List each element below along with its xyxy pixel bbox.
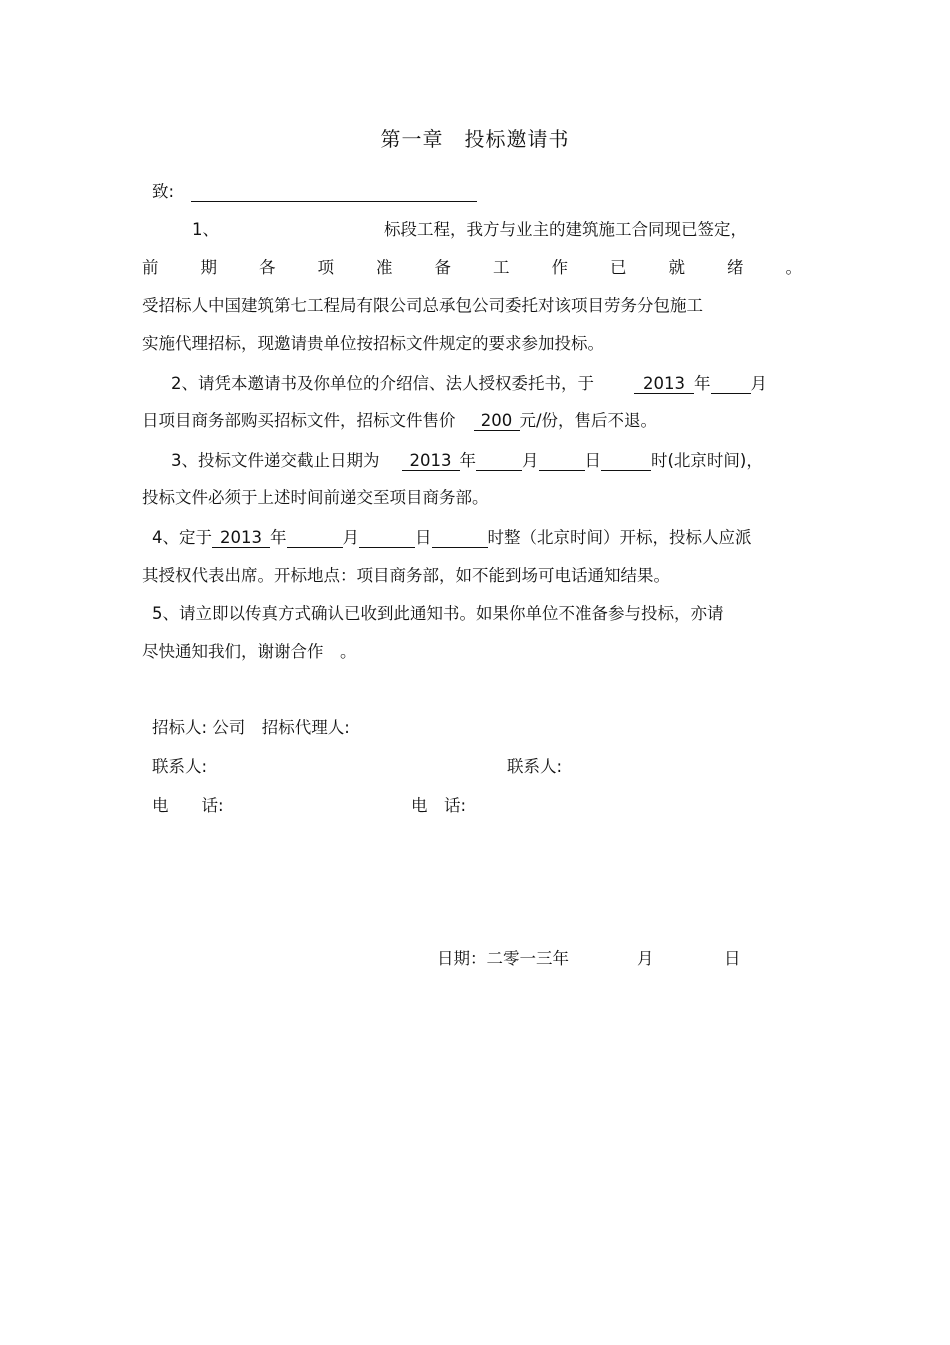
contact-left: 联系人:	[152, 757, 208, 776]
p3-line1	[171, 450, 763, 472]
spread-char: 期	[200, 258, 217, 277]
recipient-blank	[191, 182, 477, 202]
p3-hour-blank	[601, 451, 651, 471]
p3-nian: 年	[459, 451, 476, 470]
contact-right: 联系人:	[507, 757, 563, 776]
p3-line2: 投标文件必须于上述时间前递交至项目商务部。	[142, 488, 489, 507]
spread-char: 各	[259, 258, 276, 277]
p2-price: 200	[474, 411, 520, 431]
p2-month-blank	[711, 374, 751, 394]
p2-text-a: 2、请凭本邀请书及你单位的介绍信、法人授权委托书，于	[171, 374, 594, 393]
p4-yue: 月	[342, 528, 359, 547]
date-month: 月	[637, 949, 654, 968]
p1-num: 1、	[192, 220, 219, 239]
p3-text-a: 3、投标文件递交截止日期为	[171, 451, 380, 470]
p1-line3: 受招标人中国建筑第七工程局有限公司总承包公司委托对该项目劳务分包施工	[142, 296, 703, 315]
p3-day-blank	[539, 451, 585, 471]
p1-spread-line	[142, 257, 802, 279]
date-label: 日期：二零一三年	[437, 949, 569, 968]
p4-day-blank	[359, 528, 415, 548]
p4-text-a: 4、定于	[152, 528, 212, 547]
p4-shi: 时整（北京时间）开标，投标人应派	[487, 528, 752, 547]
spread-char: 项	[317, 258, 334, 277]
p4-hour-blank	[432, 528, 488, 548]
p2-line2	[142, 410, 657, 432]
p2-text-b: 日项目商务部购买招标文件，招标文件售价	[142, 411, 456, 430]
spread-char: 作	[551, 258, 568, 277]
to-label: 致:	[152, 182, 175, 201]
p3-shi: 时(北京时间)，	[651, 451, 763, 470]
p1-line4: 实施代理招标，现邀请贵单位按招标文件规定的要求参加投标。	[142, 334, 604, 353]
p4-line2: 其授权代表出席。开标地点：项目商务部，如不能到场可电话通知结果。	[142, 566, 670, 585]
tenderer-line: 招标人: 公司 招标代理人:	[152, 718, 350, 737]
spread-char: 备	[434, 258, 451, 277]
p2-text-c: 元/份，售后不退。	[519, 411, 658, 430]
p2-nian: 年	[694, 374, 711, 393]
p5-line1: 5、请立即以传真方式确认已收到此通知书。如果你单位不准备参与投标，亦请	[152, 604, 724, 623]
p2-line1	[171, 373, 767, 395]
p1-text: 标段工程，我方与业主的建筑施工合同现已签定，	[384, 220, 747, 239]
spread-char: 绪	[727, 258, 744, 277]
phone-left: 电 话:	[152, 796, 224, 815]
page-title: 第一章 投标邀请书	[380, 127, 570, 151]
spread-char: 就	[668, 258, 685, 277]
recipient-line	[152, 181, 477, 203]
p4-month-blank	[287, 528, 343, 548]
phone-right: 电 话:	[411, 796, 467, 815]
p5-line2: 尽快通知我们，谢谢合作 。	[142, 642, 357, 661]
spread-char: 前	[142, 258, 159, 277]
p4-ri: 日	[415, 528, 432, 547]
p3-ri: 日	[584, 451, 601, 470]
date-day: 日	[724, 949, 741, 968]
p3-year: 2013	[402, 451, 460, 471]
p4-nian: 年	[270, 528, 287, 547]
p4-line1	[152, 527, 752, 549]
spread-char: 工	[493, 258, 510, 277]
spread-char: 准	[376, 258, 393, 277]
p4-year: 2013	[212, 528, 270, 548]
spread-char: 。	[785, 258, 802, 277]
p3-yue: 月	[522, 451, 539, 470]
p3-month-blank	[476, 451, 522, 471]
spread-char: 已	[610, 258, 627, 277]
p2-yue: 月	[750, 374, 767, 393]
p2-year: 2013	[634, 374, 694, 394]
